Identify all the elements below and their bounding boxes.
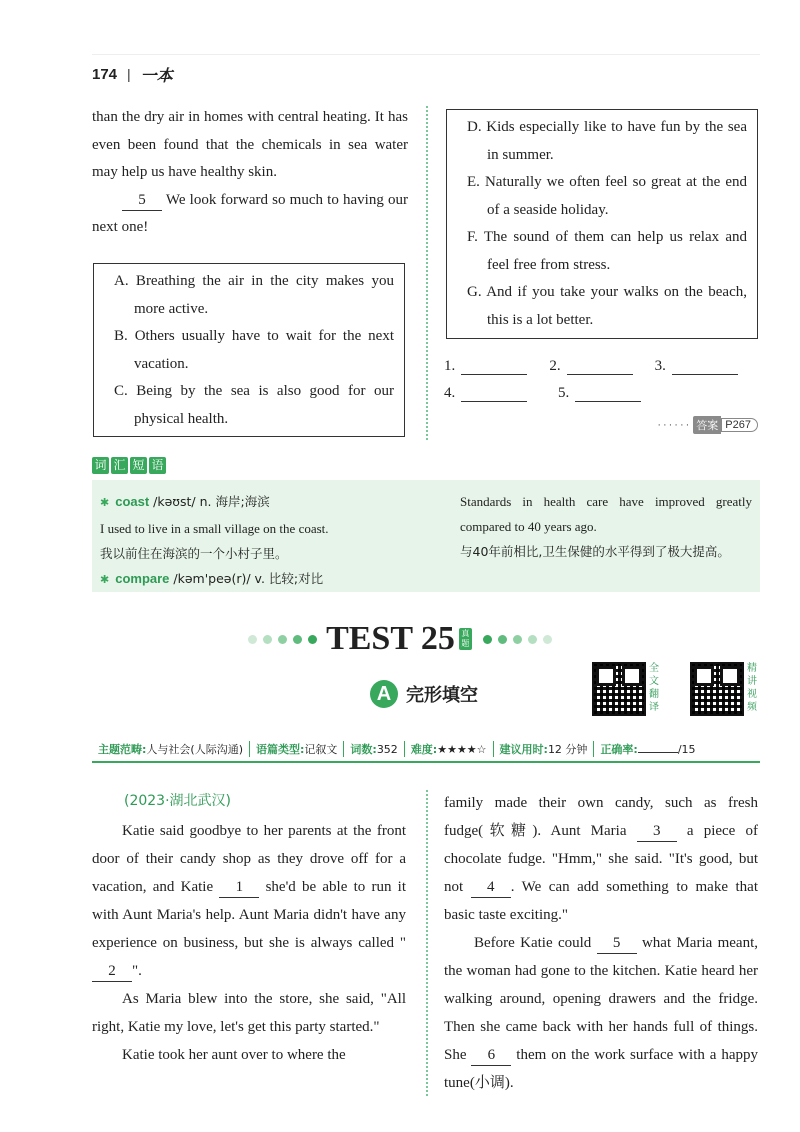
blank-4[interactable]: 4 (471, 877, 511, 898)
answer-input-3[interactable] (672, 357, 738, 375)
answer-label-3: 3. (654, 358, 666, 374)
qr-label-video: 精 讲 视 频 (747, 663, 757, 713)
vocab-example-cn: 与40年前相比,卫生保健的水平得到了极大提高。 (460, 544, 730, 559)
leader-dots: ······ (657, 419, 692, 431)
vocab-title-char: 汇 (111, 457, 128, 474)
option-d: D. Kids especially like to have fun by the sea in summer. (467, 119, 747, 163)
vocab-def: /kəʊst/ n. 海岸;海滨 (149, 494, 270, 509)
paragraph: As Maria blew into the store, she said, "All right, Katie my love, let's get this party started." (92, 991, 406, 1035)
qr-label-translation: 全 文 翻 译 (649, 663, 659, 713)
vocab-title-char: 词 (92, 457, 109, 474)
answer-tag: 答案 (693, 416, 721, 434)
vocab-title-char: 短 (130, 457, 147, 474)
test-title: TEST 25 (326, 620, 455, 657)
section-title: 完形填空 (406, 685, 478, 706)
vocab-entry-coast (100, 489, 440, 516)
answer-label-4: 4. (444, 385, 456, 401)
passage-right-column (444, 789, 758, 1097)
qr-code-video[interactable] (690, 662, 744, 716)
answer-blanks (444, 348, 760, 402)
passage-left-column (92, 817, 406, 1069)
info-time: 建议用时:12 分钟 (494, 741, 595, 757)
answer-input-1[interactable] (461, 357, 527, 375)
blank-5[interactable]: 5 (122, 190, 162, 211)
dot-icon (308, 635, 317, 644)
blank-2[interactable]: 2 (92, 961, 132, 982)
vocab-example-en: Standards in health care have improved greatly compared to 40 years ago. (460, 494, 752, 534)
answer-label-1: 1. (444, 358, 456, 374)
vocab-word: compare (115, 571, 170, 586)
qr-code-translation[interactable] (592, 662, 646, 716)
option-c: C. Being by the sea is also good for our physical health. (114, 383, 394, 427)
vocab-def: /kəm'peə(r)/ v. 比较;对比 (169, 571, 324, 586)
answer-label-5: 5. (558, 385, 570, 401)
dot-icon (543, 635, 552, 644)
paragraph: family made their own candy, such as fresh fudge(软糖). Aunt Maria 3 a piece of chocolate fudge. "Hmm," she said. "It's good, but not 4 . We can add something to make that basic taste exciting." (444, 795, 759, 923)
dot-icon (278, 635, 287, 644)
accuracy-input[interactable] (638, 742, 678, 753)
dot-icon (513, 635, 522, 644)
answer-input-4[interactable] (461, 384, 527, 402)
dot-icon (293, 635, 302, 644)
info-genre: 语篇类型:记叙文 (250, 741, 344, 757)
answer-input-5[interactable] (575, 384, 641, 402)
vocab-example-en: I used to live in a small village on the coast. (100, 521, 329, 536)
vocab-word: coast (115, 494, 150, 509)
test-heading (0, 620, 800, 658)
paragraph: Katie said goodbye to her parents at the front door of their candy shop as they drove off for a vacation, and Katie 1 she'd be able to run it with Aunt Maria's help. Aunt Maria didn't have any experience on business, but she is always called "2 ". (92, 817, 406, 985)
info-word-count: 词数:352 (344, 741, 404, 757)
vocab-example-cn: 我以前住在海滨的一个小村子里。 (100, 546, 288, 561)
info-accuracy: 正确率: /15 (600, 743, 696, 756)
dot-icon (248, 635, 257, 644)
options-box-right (446, 109, 758, 339)
passage-source: (2023·湖北武汉) (124, 793, 232, 809)
info-theme: 主题范畴:人与社会(人际沟通) (92, 741, 250, 757)
option-f: F. The sound of them can help us relax and feel free from stress. (467, 229, 747, 273)
page-header (92, 62, 173, 86)
blank-1[interactable]: 1 (219, 877, 259, 898)
vocab-title-char: 语 (149, 457, 166, 474)
dot-icon (483, 635, 492, 644)
bullet-icon: ✱ (100, 574, 110, 586)
answer-page: P267 (721, 418, 758, 432)
real-exam-badge: 真题 (459, 628, 472, 650)
blank-6[interactable]: 6 (471, 1045, 511, 1066)
header-separator: | (127, 66, 131, 82)
paragraph (92, 187, 408, 242)
section-letter: A (370, 680, 398, 708)
dot-icon (498, 635, 507, 644)
bullet-icon: ✱ (100, 497, 110, 509)
options-box-left (93, 263, 405, 437)
vocab-entry-compare (100, 566, 440, 593)
vocab-right (460, 489, 752, 564)
info-difficulty: 难度:★★★★☆ (405, 741, 494, 757)
paragraph-text: We look forward so much to having our next one! (92, 191, 408, 235)
page-number: 174 (92, 65, 118, 83)
vocab-left (100, 489, 440, 593)
answer-label-2: 2. (549, 358, 561, 374)
dot-icon (263, 635, 272, 644)
answer-input-2[interactable] (567, 357, 633, 375)
option-e: E. Naturally we often feel so great at the end of a seaside holiday. (467, 174, 747, 218)
paragraph: than the dry air in homes with central heating. It has even been found that the chemicals in sea water may help us have healthy skin. (92, 109, 408, 180)
blank-3[interactable]: 3 (637, 821, 677, 842)
option-b: B. Others usually have to wait for the next vacation. (114, 328, 394, 372)
column-divider (426, 106, 428, 440)
left-column-text (92, 104, 408, 242)
vocab-title (92, 457, 166, 474)
blank-5-passage[interactable]: 5 (597, 933, 637, 954)
section-heading (370, 680, 478, 708)
paragraph: Katie took her aunt over to where the (122, 1047, 346, 1063)
column-divider (426, 790, 428, 1096)
brand-logo: 一本 (140, 65, 173, 85)
info-bar (92, 737, 760, 763)
option-g: G. And if you take your walks on the beach, this is a lot better. (467, 284, 747, 328)
top-rule (92, 54, 760, 55)
paragraph: Before Katie could 5 what Maria meant, the woman had gone to the kitchen. Katie heard her walking around, opening drawers and the fridge. Then she came back with her hands full of things. She 6 them on the work surface with a happy tune(小调). (444, 935, 759, 1091)
dot-icon (528, 635, 537, 644)
option-a: A. Breathing the air in the city makes you more active. (114, 273, 394, 317)
answer-reference[interactable] (657, 416, 758, 434)
